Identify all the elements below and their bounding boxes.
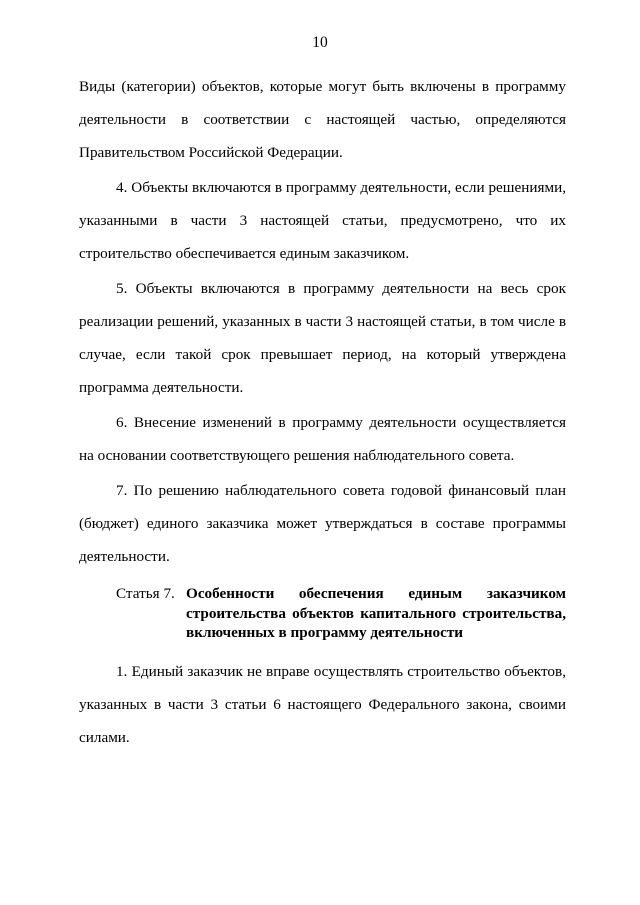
- article-title-line: включенных в программу деятельности: [186, 624, 464, 641]
- article-heading: [79, 576, 566, 655]
- paragraph-6: 6. Внесение изменений в программу деятельности осуществляется на основании соответствующего решения наблюдательного совета.: [79, 414, 566, 464]
- paragraph-types-of-objects: Виды (категории) объектов, которые могут быть включены в программу деятельности в соответствии с настоящей частью, определяются Правительством Российской Федерации.: [79, 78, 566, 161]
- article-7-paragraph-1: 1. Единый заказчик не вправе осуществлять строительство объектов, указанных в части 3 статьи 6 настоящего Федерального закона, своими силами.: [79, 662, 566, 746]
- paragraph-4: 4. Объекты включаются в программу деятельности, если решениями, указанными в части 3 настоящей статьи, предусмотрено, что их строительство обеспечивается единым заказчиком.: [79, 179, 566, 262]
- article-title: [186, 584, 566, 643]
- paragraph-5: 5. Объекты включаются в программу деятельности на весь срок реализации решений, указанных в части 3 настоящей статьи, в том числе в случае, если такой срок превышает период, на который утверждена программа деятельности.: [79, 280, 566, 396]
- article-number: Статья 7.: [116, 585, 175, 602]
- paragraph-7: 7. По решению наблюдательного совета годовой финансовый план (бюджет) единого заказчика может утверждаться в составе программы деятельности.: [79, 482, 566, 565]
- page-number: 10: [312, 34, 328, 51]
- article-title-line: строительства объектов капитального строительства,: [186, 604, 566, 622]
- article-title-line: Особенности обеспечения единым заказчиком: [186, 585, 566, 602]
- document-body: [79, 70, 566, 754]
